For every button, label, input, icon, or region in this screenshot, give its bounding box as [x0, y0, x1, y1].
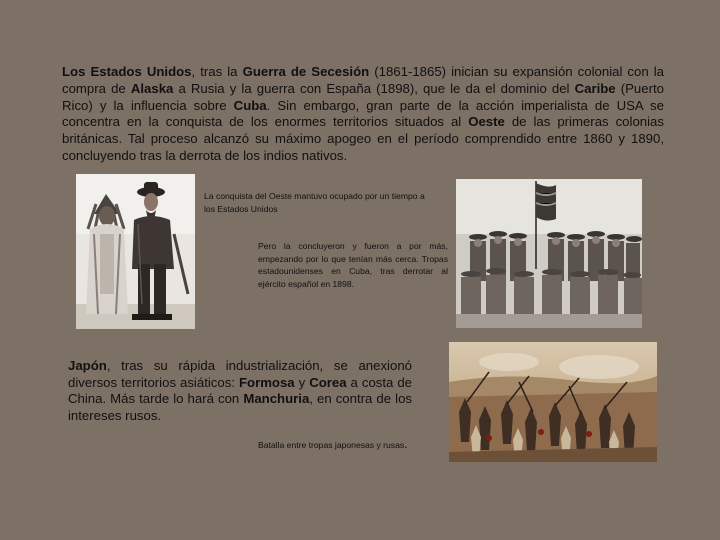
- term-alaska: Alaska: [130, 80, 174, 96]
- cuba-troops-photo: [456, 179, 642, 328]
- term-cuba: Cuba: [233, 97, 267, 113]
- text-fragment: (1861-1865) inician su expansión colonial con la compra de: [62, 64, 664, 96]
- japan-expansion-paragraph: [68, 358, 412, 424]
- text-fragment: a costa de China. Más tarde lo hará con: [68, 374, 413, 407]
- japan-battle-caption-text: Batalla entre tropas japonesas y rusas: [258, 440, 405, 450]
- term-guerra-secesion: Guerra de Secesión: [242, 64, 370, 79]
- japan-russia-battle-painting: [449, 342, 657, 462]
- usa-expansion-paragraph: [62, 64, 664, 165]
- cuba-troops-caption: Pero la concluyeron y fueron a por más, empezando por lo que tenían más cerca. Tropas estadounidenses en Cuba, tras derrotar al ejército español en 1898.: [258, 241, 448, 289]
- west-conquest-photo: [76, 174, 195, 329]
- term-japon: Japón: [68, 358, 107, 373]
- term-corea: Corea: [309, 374, 347, 390]
- term-formosa: Formosa: [238, 374, 295, 390]
- text-fragment: y: [294, 374, 310, 390]
- term-oeste: Oeste: [468, 114, 505, 130]
- text-fragment: (Puerto Rico) y la influencia sobre: [62, 80, 664, 113]
- text-fragment: de las primeras colonias británicas. Tal proceso alcanzó su máximo apogeo en el período comprendido entre 1860 y 1890, concluyendo tras la derrota de los indios nativos.: [62, 114, 664, 163]
- term-caribe: Caribe: [574, 80, 616, 96]
- text-fragment: a Rusia y la guerra con España (1898), que le da el dominio del: [173, 80, 575, 96]
- term-estados-unidos: Los Estados Unidos: [62, 64, 192, 79]
- text-fragment: , tras su rápida industrialización, se anexionó diversos territorios asiáticos:: [68, 358, 412, 390]
- caption-period: .: [404, 437, 408, 451]
- text-fragment: . Sin embargo, gran parte de la acción imperialista de USA se concentra en la conquista de los enormes territorios situados al: [62, 97, 664, 130]
- text-fragment: , tras la: [191, 64, 243, 79]
- text-fragment: , en contra de los intereses rusos.: [68, 391, 412, 423]
- term-manchuria: Manchuria: [243, 391, 310, 407]
- west-conquest-caption: La conquista del Oeste mantuvo ocupado por un tiempo a los Estados Unidos: [204, 191, 425, 214]
- japan-battle-caption: [258, 438, 448, 452]
